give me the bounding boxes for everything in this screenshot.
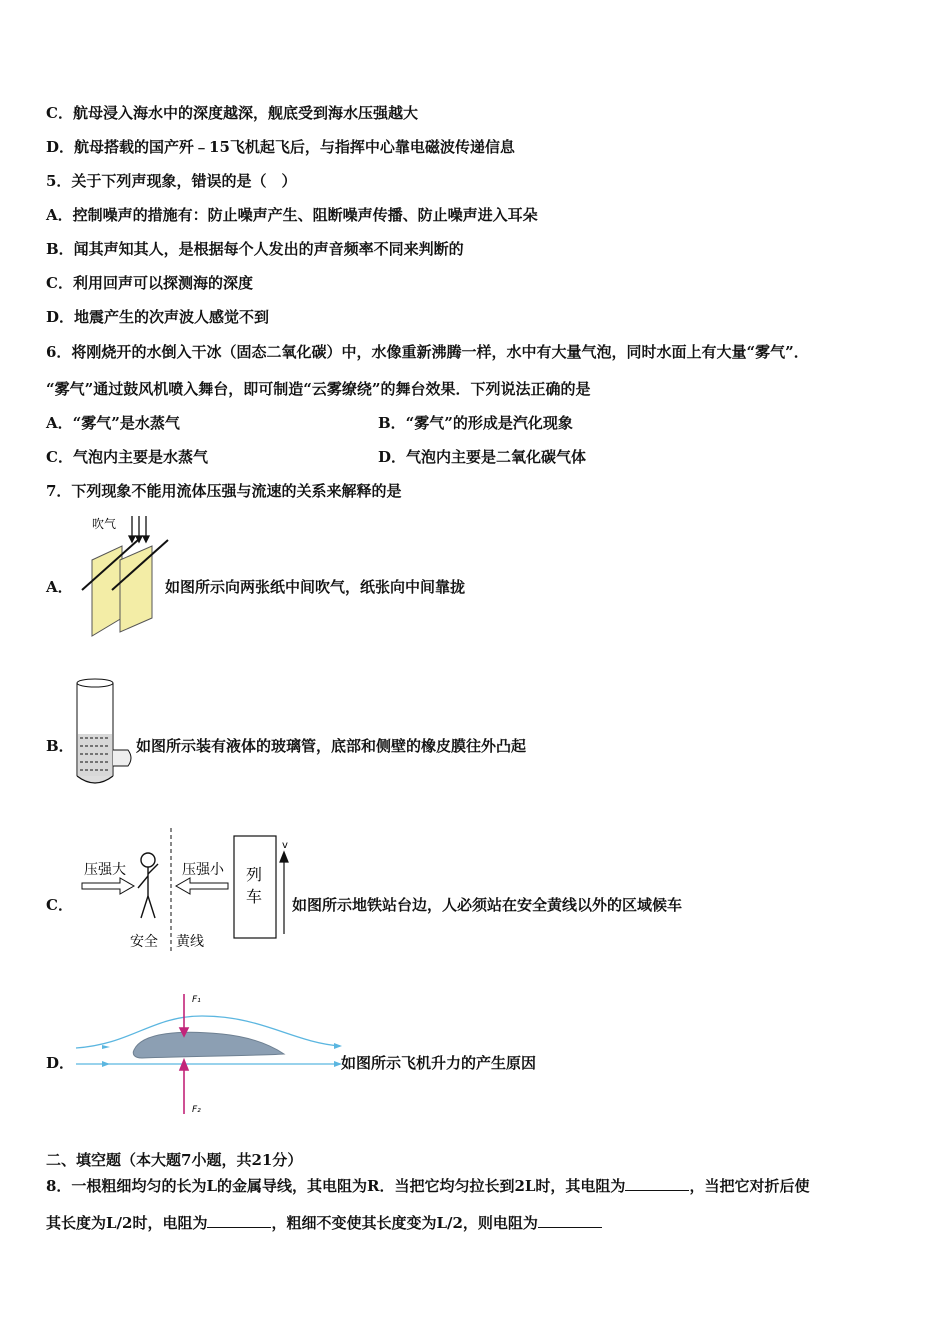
q8-line1 xyxy=(46,1175,809,1196)
q7-option-b-caption: 如图所示装有液体的玻璃管，底部和侧壁的橡皮膜往外凸起 xyxy=(136,737,527,755)
airfoil-lift-figure xyxy=(72,990,344,1118)
paper-blowing-figure xyxy=(70,510,170,640)
train-char-1: 列 xyxy=(246,865,263,884)
q8-blank-2[interactable] xyxy=(207,1212,271,1228)
q5-option-b: B．闻其声知其人，是根据每个人发出的声音频率不同来判断的 xyxy=(46,240,464,258)
q5-option-d: D．地震产生的次声波人感觉不到 xyxy=(46,308,270,326)
q5-option-a: A．控制噪声的措施有：防止噪声产生、阻断噪声传播、防止噪声进入耳朵 xyxy=(46,206,538,224)
section-2-title: 二、填空题（本大题7小题，共21分） xyxy=(46,1151,303,1169)
q7-option-d-letter: D． xyxy=(46,1054,75,1072)
q6-option-b: B．“雾气”的形成是汽化现象 xyxy=(378,414,573,432)
f2-label: F₂ xyxy=(192,1105,201,1115)
q5-option-c: C．利用回声可以探测海的深度 xyxy=(46,274,253,292)
subway-platform-figure xyxy=(78,826,292,954)
q8-line1-text-a: 8．一根粗细均匀的长为L的金属导线，其电阻为R．当把它均匀拉长到2L时，其电阻为 xyxy=(46,1177,626,1195)
q8-line2 xyxy=(46,1212,602,1233)
q6-option-d: D．气泡内主要是二氧化碳气体 xyxy=(378,448,587,466)
q7-option-a-letter: A． xyxy=(46,578,73,596)
liquid-tube-figure xyxy=(70,676,138,792)
blow-label: 吹气 xyxy=(92,517,117,531)
down-arrows-icon xyxy=(129,516,149,542)
q4-option-c: C．航母浸入海水中的深度越深，舰底受到海水压强越大 xyxy=(46,104,418,122)
f1-arrow-icon xyxy=(180,994,188,1036)
velocity-label: v xyxy=(282,840,288,851)
q6-stem-line1: 6．将刚烧开的水倒入干冰（固态二氧化碳）中，水像重新沸腾一样，水中有大量气泡，同时水面上有大量“雾气”． xyxy=(46,343,809,361)
q7-stem: 7．下列现象不能用流体压强与流速的关系来解释的是 xyxy=(46,482,402,500)
f1-label: F₁ xyxy=(192,995,201,1005)
q7-option-c-caption: 如图所示地铁站台边，人必须站在安全黄线以外的区域候车 xyxy=(292,896,683,914)
q8-blank-1[interactable] xyxy=(625,1175,689,1191)
airfoil-wing xyxy=(133,1032,284,1058)
q8-line1-text-b: ，当把它对折后使 xyxy=(689,1177,810,1195)
q6-option-a: A．“雾气”是水蒸气 xyxy=(46,414,180,432)
q6-stem-line2: “雾气”通过鼓风机喷入舞台，即可制造“云雾缭绕”的舞台效果．下列说法正确的是 xyxy=(46,380,591,398)
q7-option-b-letter: B． xyxy=(46,737,74,755)
f2-arrow-icon xyxy=(180,1060,188,1114)
safe-label: 安全 xyxy=(130,934,158,950)
bottom-membrane xyxy=(77,776,113,783)
train-char-2: 车 xyxy=(246,887,263,906)
person-figure xyxy=(138,853,158,918)
yellow-line-label: 黄线 xyxy=(176,934,204,950)
q7-option-a-caption: 如图所示向两张纸中间吹气，纸张向中间靠拢 xyxy=(165,578,466,596)
high-pressure-label: 压强大 xyxy=(84,862,126,878)
q7-option-c-letter: C． xyxy=(46,896,73,914)
q8-line2-text-b: ，粗细不变使其长度变为L/2，则电阻为 xyxy=(271,1214,538,1232)
low-pressure-label: 压强小 xyxy=(182,862,224,878)
q5-stem: 5．关于下列声现象，错误的是（ ） xyxy=(46,172,297,190)
q7-option-d-caption: 如图所示飞机升力的产生原因 xyxy=(341,1054,537,1072)
left-arrow-icon xyxy=(176,878,228,894)
q8-line2-text-a: 其长度为L/2时，电阻为 xyxy=(46,1214,208,1232)
q8-blank-3[interactable] xyxy=(538,1212,602,1228)
q4-option-d: D．航母搭载的国产歼﹣15飞机起飞后，与指挥中心靠电磁波传递信息 xyxy=(46,138,515,156)
side-membrane xyxy=(113,750,131,766)
q6-option-c: C．气泡内主要是水蒸气 xyxy=(46,448,208,466)
up-arrow-icon xyxy=(280,852,288,934)
right-arrow-icon xyxy=(82,878,134,894)
